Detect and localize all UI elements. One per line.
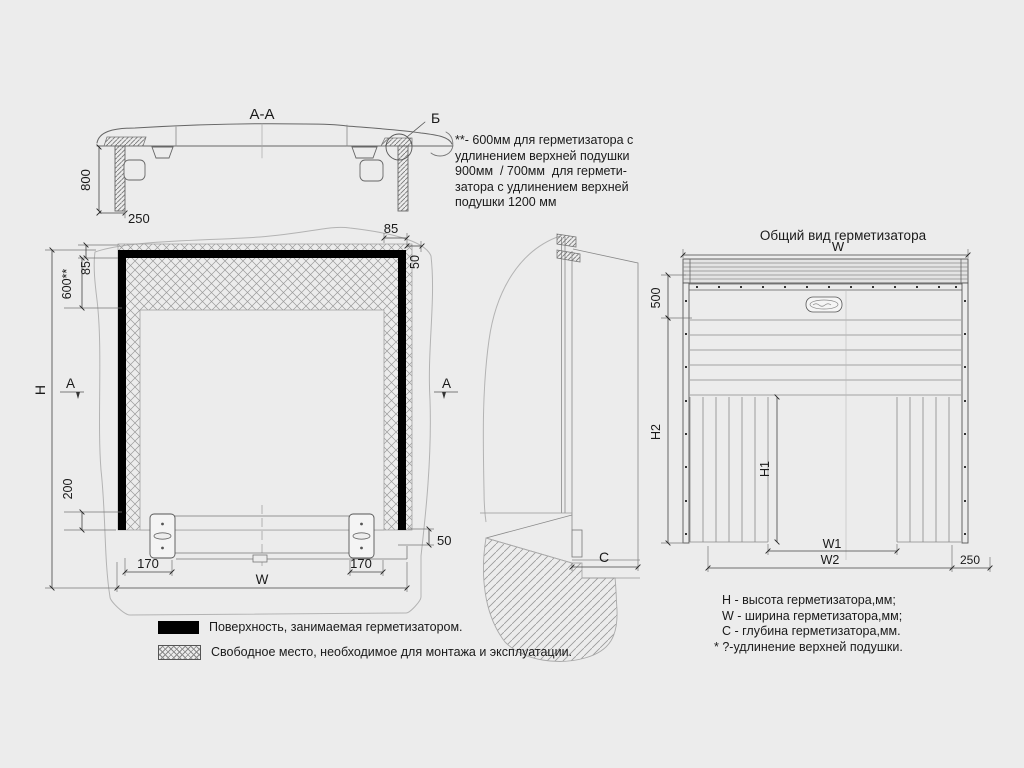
legend-label: Поверхность, занимаемая герметизатором. [209,620,463,634]
pad-logo [353,533,370,539]
dim-H1: H1 [758,461,772,477]
dim-W-front: W [255,572,269,587]
left-cushion [124,160,145,180]
legend [158,620,572,669]
dim-800: 800 [78,169,93,191]
dim-H: H [32,384,48,396]
definition-line: H - высота герметизатора,мм; [722,593,896,607]
legend-item-occupied [158,620,572,636]
legend-item-free-space [158,645,572,661]
dim-50-side: 50 [408,255,422,269]
fastener-rail [687,284,964,290]
top-hood [683,259,968,283]
definition-line: C - глубина герметизатора,мм. [722,624,901,638]
definition-line: * ?-удлинение верхней подушки. [714,639,903,654]
dim-85-top-right: 85 [383,221,399,236]
bumper-pad-right [349,514,374,558]
dim-85-left: 85 [79,261,93,275]
dim-H2: H2 [649,424,663,440]
dim-W1: W1 [822,537,842,551]
section-view-aa [78,106,453,226]
side-view [480,234,640,661]
seal-right-bar [398,250,406,530]
dim-500: 500 [649,287,663,309]
marker-A-left: A [66,376,76,391]
dim-250: 250 [128,211,150,226]
definition-line: W - ширина герметизатора,мм; [722,608,903,623]
left-post-section [115,146,125,211]
definitions [714,593,903,655]
wall-edge [573,249,638,560]
side-top-bracket [557,234,576,247]
section-title: A-A [249,106,275,123]
top-curtain [690,320,961,395]
right-cushion [360,160,383,181]
note-line: затора с удлинением верхней [455,179,629,194]
legend-label: Свободное место, необходимое для монтажа и эксплуатации. [211,644,573,659]
seal-left-bar [118,250,126,530]
note-line: подушки 1200 мм [455,195,557,209]
solid-swatch [158,621,199,634]
dim-200: 200 [61,478,75,500]
brand-logo [806,297,842,312]
right-block [352,147,377,158]
left-column [683,283,689,543]
beam-right-end [431,132,453,156]
dim-250-side: 250 [959,553,981,567]
general-view-title: Общий вид герметизатора [759,228,927,243]
dim-W2: W2 [820,553,840,567]
front-view [32,221,458,615]
note-line: **- 600мм для герметизатора с [455,133,634,147]
right-column [962,283,968,543]
section-marker-right [434,376,458,399]
bumper-pad-left [150,514,175,558]
dim-170-right: 170 [350,556,372,571]
side-top-bracket-2 [557,250,580,262]
hatch-swatch [158,645,201,660]
detail-label: Б [431,110,441,126]
bottom-bracket [572,530,582,557]
right-wall-bracket [381,138,412,146]
top-note [455,133,633,211]
left-wall-bracket [104,137,146,146]
pad-logo [154,533,171,539]
note-line: 900мм / 700мм для гермети- [455,164,627,178]
section-marker-left [60,376,84,399]
note-line: удлинением верхней подушки [455,148,630,163]
dim-C: C [598,549,610,565]
dim-600: 600** [60,268,74,300]
general-view [649,228,990,572]
right-side-curtain [897,397,961,542]
door-opening [140,310,384,530]
left-block [152,147,173,158]
right-post-section [398,146,408,211]
plate-detail [253,555,267,562]
dim-W-general: W [831,239,845,254]
dim-50-bottom: 50 [437,533,452,548]
marker-A-right: A [442,376,452,391]
left-side-curtain [690,397,768,542]
seal-top-bar [118,250,406,258]
dim-170-left: 170 [137,556,159,571]
side-outline [483,236,560,522]
